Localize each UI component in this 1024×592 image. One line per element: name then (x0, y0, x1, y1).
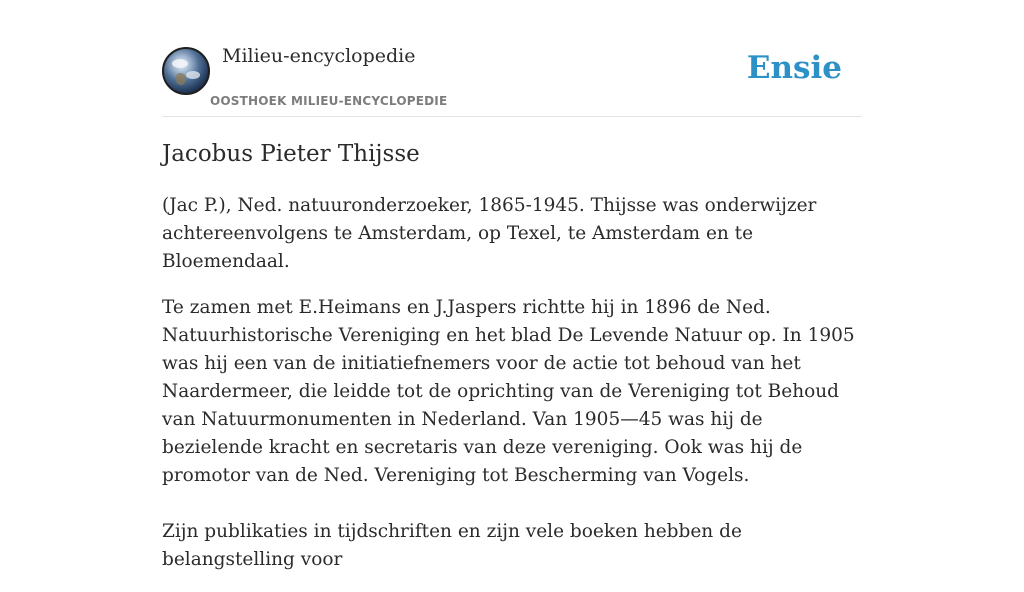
site-subtitle: OOSTHOEK MILIEU-ENCYCLOPEDIE (210, 94, 448, 108)
earth-avatar-icon[interactable] (162, 47, 210, 95)
site-name-link[interactable]: Milieu-encyclopedie (222, 45, 416, 67)
article-paragraph: (Jac P.), Ned. natuuronderzoeker, 1865-1945. Thijsse was onderwijzer achtereenvolgens te Amsterdam, op Texel, te Amsterdam en te Bloemendaal. (162, 195, 817, 272)
article-title: Jacobus Pieter Thijsse (162, 141, 420, 167)
article-paragraph: Zijn publikaties in tijdschriften en zijn vele boeken hebben de belangstelling voor (162, 521, 742, 570)
article-body (162, 138, 862, 592)
site-header (162, 0, 862, 117)
article-paragraph: Te zamen met E.Heimans en J.Jaspers richtte hij in 1896 de Ned. Natuurhistorische Vereniging en het blad De Levende Natuur op. In 1905 was hij een van de initiatiefnemers voor de actie tot behoud van het Naardermeer, die leidde tot de oprichting van de Vereniging tot Behoud van Natuurmonumenten in Nederland. Van 1905—45 was hij de bezielende kracht en secretaris van deze vereniging. Ook was hij de promotor van de Ned. Vereniging tot Bescherming van Vogels. (162, 297, 855, 486)
brand-logo-link[interactable]: Ensie (746, 50, 842, 86)
